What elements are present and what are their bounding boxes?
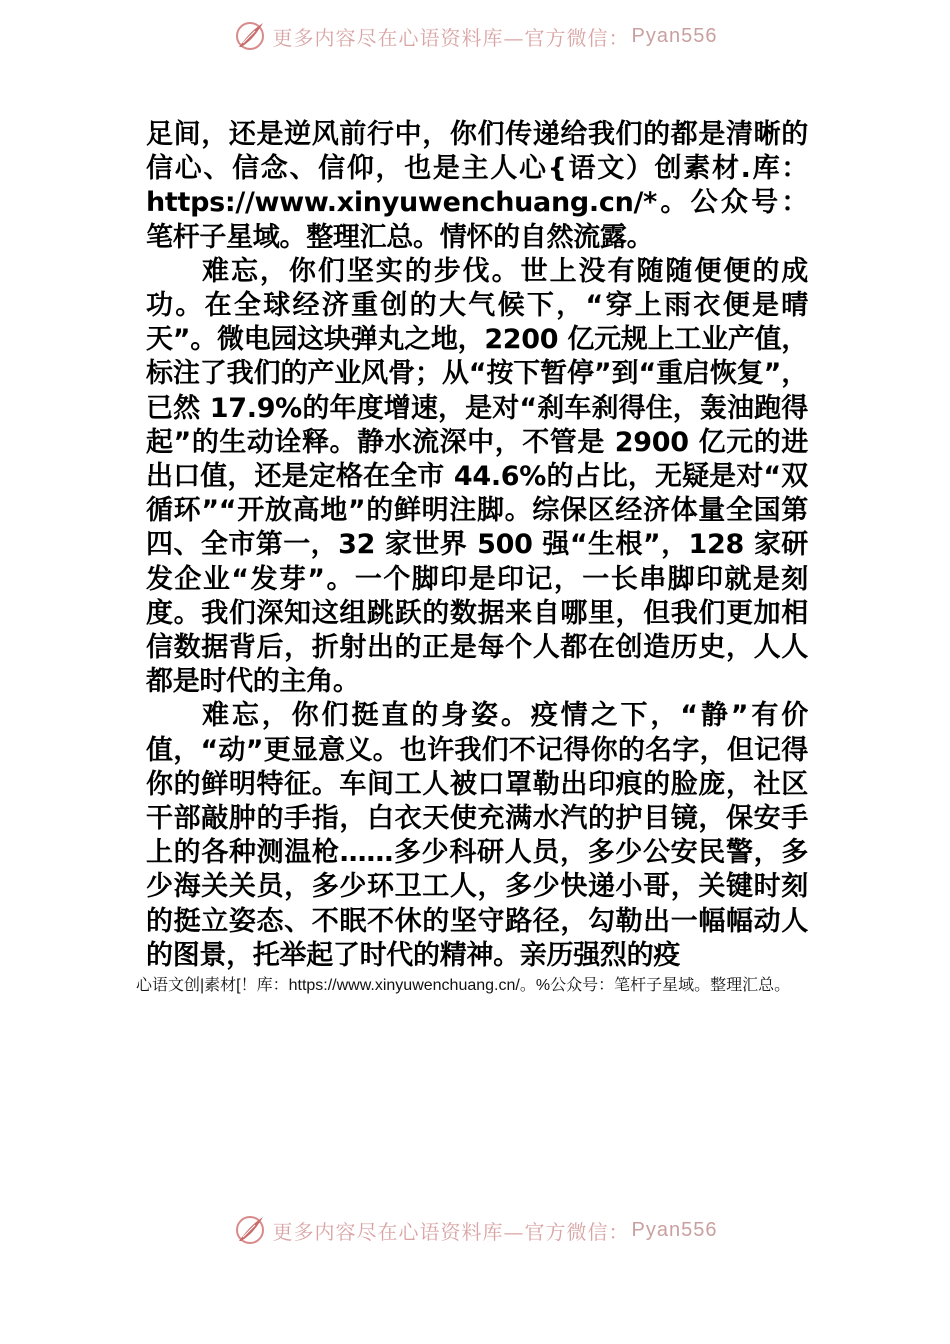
source-footnote: 心语文创|素材[！库：https://www.xinyuwenchuang.cn/。%公众号：笔杆子星域。整理汇总。 bbox=[136, 977, 791, 994]
watermark-text: 更多内容尽在心语资料库—官方微信： bbox=[272, 1219, 630, 1244]
feather-logo-icon bbox=[233, 1213, 267, 1247]
paragraph-1: 足间，还是逆风前行中，你们传递给我们的都是清晰的信心、信念、信仰，也是主人心{语文）创素材.库：https://www.xinyuwenchuang.cn/*。公众号：笔杆子星域。整理汇总。情怀的自然流露。 bbox=[146, 119, 808, 253]
paragraph-3: 难忘，你们挺直的身姿。疫情之下，“静”有价值，“动”更显意义。也许我们不记得你的名字，但记得你的鲜明特征。车间工人被口罩勒出印痕的脸庞，社区干部敲肿的手指，白衣天使充满水汽的护目镜，保安手上的各种测温枪……多少科研人员，多少公安民警，多少海关关员，多少环卫工人，多少快递小哥，关键时刻的挺立姿态、不眠不休的坚守路径，勾勒出一幅幅动人的图景，托举起了时代的精神。亲历强烈的疫 bbox=[146, 700, 808, 971]
watermark-wechat-id: Pyan556 bbox=[631, 24, 718, 47]
watermark-wechat-id: Pyan556 bbox=[631, 1218, 718, 1241]
footer-watermark bbox=[0, 1210, 950, 1250]
header-watermark bbox=[0, 16, 950, 56]
paragraph-2: 难忘，你们坚实的步伐。世上没有随随便便的成功。在全球经济重创的大气候下，“穿上雨衣便是晴天”。微电园这块弹丸之地，2200 亿元规上工业产值，标注了我们的产业风骨；从“按下暂停”到“重启恢复”，已然 17.9%的年度增速，是对“刹车刹得住，轰油跑得起”的生动诠释。静水流深中，不管是 2900 亿元的进出口值，还是定格在全市 44.6%的占比，无疑是对“双循环”“开放高地”的鲜明注脚。综保区经济体量全国第四、全市第一，32 家世界 500 强“生根”，128 家研发企业“发芽”。一个脚印是印记，一长串脚印就是刻度。我们深知这组跳跃的数据来自哪里，但我们更加相信数据背后，折射出的正是每个人都在创造历史，人人都是时代的主角。 bbox=[146, 255, 808, 698]
document-body bbox=[146, 118, 808, 974]
watermark-text: 更多内容尽在心语资料库—官方微信： bbox=[272, 25, 630, 50]
feather-logo-icon bbox=[233, 19, 267, 53]
